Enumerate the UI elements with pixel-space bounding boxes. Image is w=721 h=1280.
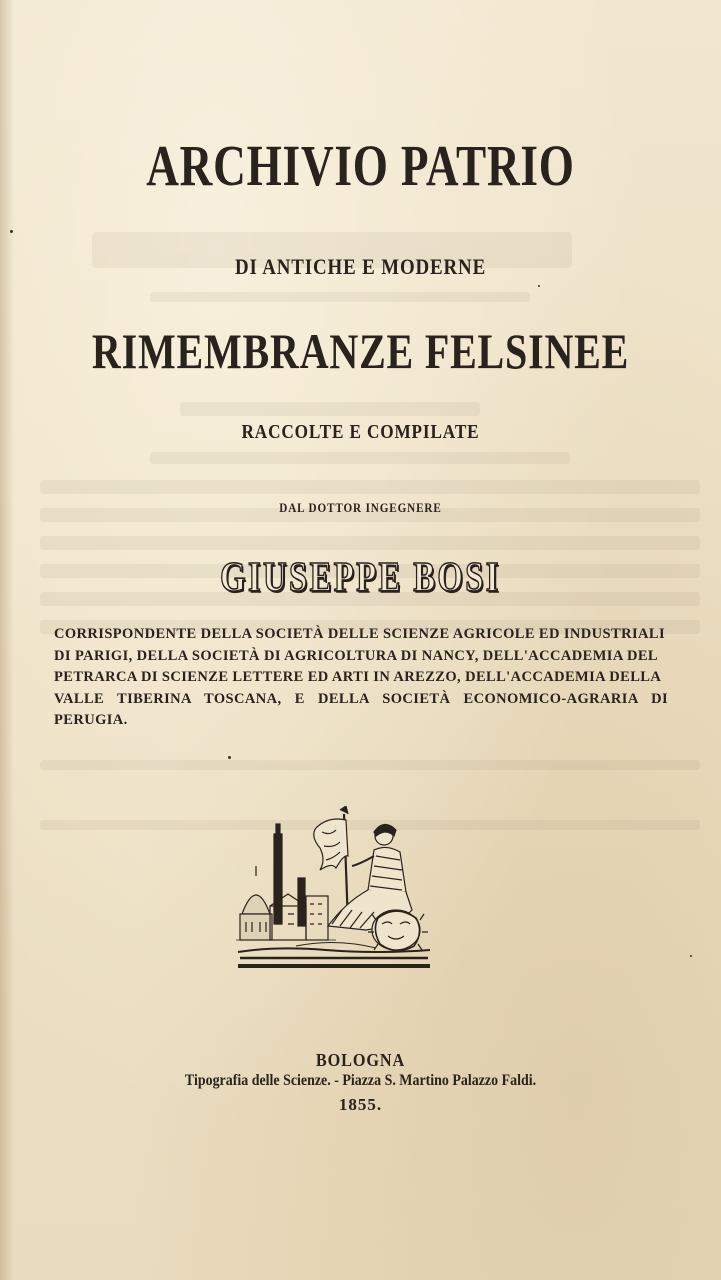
imprint-city: BOLOGNA xyxy=(315,1050,406,1070)
author-name: GIUSEPPE BOSI xyxy=(220,555,501,601)
allegory-of-bologna-vignette xyxy=(236,806,432,972)
ink-speck xyxy=(690,955,692,957)
ink-speck xyxy=(538,285,540,287)
affiliation-line: VALLE TIBERINA TOSCANA, E DELLA SOCIETÀ ECONOMICO-AGRARIA DI PERUGIA. xyxy=(54,690,668,728)
author-affiliations xyxy=(54,624,668,732)
title-line-3: RIMEMBRANZE FELSINEE xyxy=(91,323,630,379)
ink-speck xyxy=(228,756,231,759)
ink-speck xyxy=(10,230,13,233)
affiliation-line: CORRISPONDENTE DELLA SOCIETÀ DELLE SCIENZE AGRICOLE ED INDUSTRIALI xyxy=(54,626,665,642)
affiliation-line: PETRARCA DI SCIENZE LETTERE ED ARTI IN AREZZO, DELL'ACCADEMIA DELLA xyxy=(54,669,662,685)
title-line-1: ARCHIVIO PATRIO xyxy=(146,133,575,198)
title-line-2: DI ANTICHE E MODERNE xyxy=(234,254,487,279)
imprint-year: 1855. xyxy=(338,1095,383,1114)
page-edge-shadow xyxy=(0,0,14,1280)
affiliation-line: DI PARIGI, DELLA SOCIETÀ DI AGRICOLTURA DI NANCY, DELL'ACCADEMIA DEL xyxy=(54,647,658,664)
subtitle: RACCOLTE E COMPILATE xyxy=(241,421,480,443)
imprint-printer: Tipografia delle Scienze. - Piazza S. Martino Palazzo Faldi. xyxy=(184,1072,537,1089)
author-prefix: DAL DOTTOR INGEGNERE xyxy=(279,500,442,515)
